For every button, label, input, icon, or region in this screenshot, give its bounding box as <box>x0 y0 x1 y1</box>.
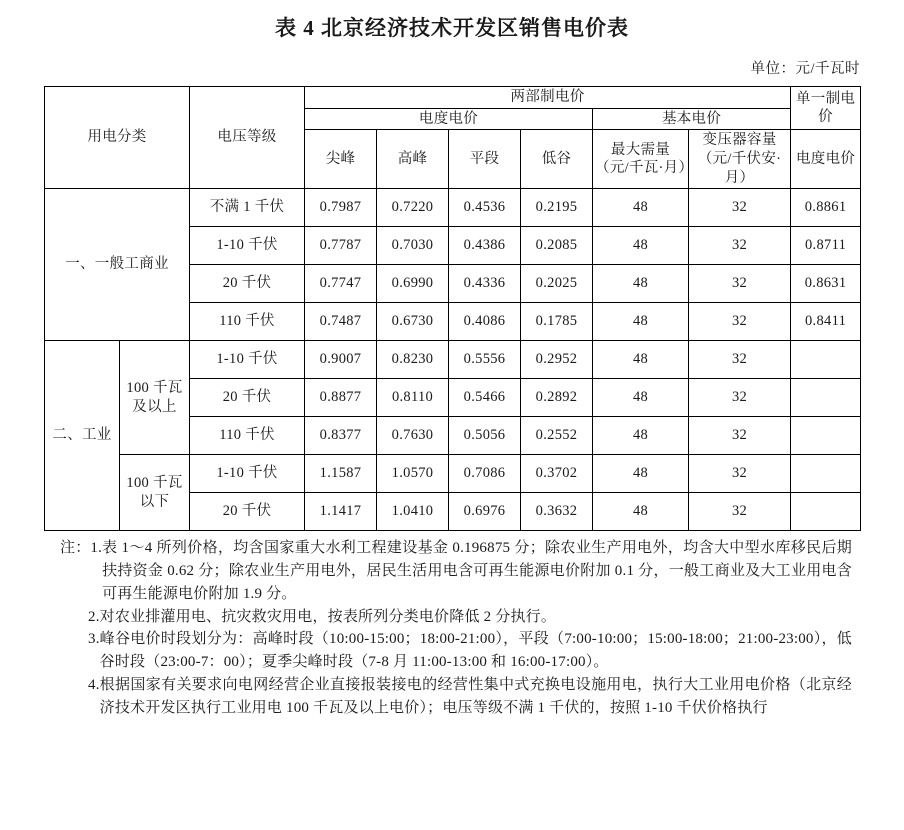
cell-sharp-peak: 0.7787 <box>305 227 377 265</box>
header-category: 用电分类 <box>45 87 190 189</box>
cell-transformer-capacity: 32 <box>689 189 791 227</box>
cell-flat: 0.4536 <box>449 189 521 227</box>
cell-transformer-capacity: 32 <box>689 265 791 303</box>
cell-peak: 0.6730 <box>377 303 449 341</box>
page-title: 表 4 北京经济技术开发区销售电价表 <box>275 16 629 40</box>
cell-max-demand: 48 <box>593 189 689 227</box>
cell-sharp-peak: 1.1587 <box>305 455 377 493</box>
cell-single-energy-price: 0.8631 <box>791 265 861 303</box>
cell-peak: 0.7630 <box>377 417 449 455</box>
cell-sharp-peak: 0.7747 <box>305 265 377 303</box>
header-max-demand: 最大需量（元/千瓦·月） <box>593 130 689 189</box>
cell-peak: 0.8110 <box>377 379 449 417</box>
cell-max-demand: 48 <box>593 303 689 341</box>
header-energy-price: 电度电价 <box>305 108 593 130</box>
header-two-part-price: 两部制电价 <box>305 87 791 109</box>
cell-valley: 0.2195 <box>521 189 593 227</box>
cell-valley: 0.2892 <box>521 379 593 417</box>
notes-section <box>52 537 852 719</box>
cell-max-demand: 48 <box>593 417 689 455</box>
header-sharp-peak: 尖峰 <box>305 130 377 189</box>
cell-flat: 0.5466 <box>449 379 521 417</box>
cell-peak: 1.0570 <box>377 455 449 493</box>
cell-single-energy-price: 0.8411 <box>791 303 861 341</box>
cell-voltage: 1-10 千伏 <box>190 227 305 265</box>
cell-single-energy-price <box>791 417 861 455</box>
cell-valley: 0.1785 <box>521 303 593 341</box>
cell-max-demand: 48 <box>593 227 689 265</box>
header-row-1 <box>45 87 861 109</box>
cell-peak: 0.7030 <box>377 227 449 265</box>
cell-peak: 0.8230 <box>377 341 449 379</box>
cell-transformer-capacity: 32 <box>689 379 791 417</box>
header-peak: 高峰 <box>377 130 449 189</box>
header-valley: 低谷 <box>521 130 593 189</box>
note-item <box>52 606 852 629</box>
price-table-container <box>44 86 860 531</box>
header-voltage-level: 电压等级 <box>190 87 305 189</box>
cell-voltage: 20 千伏 <box>190 493 305 531</box>
cell-voltage: 1-10 千伏 <box>190 455 305 493</box>
header-flat: 平段 <box>449 130 521 189</box>
note-number: 3. <box>88 631 100 648</box>
cell-voltage: 不满 1 千伏 <box>190 189 305 227</box>
cell-flat: 0.7086 <box>449 455 521 493</box>
cell-sharp-peak: 0.9007 <box>305 341 377 379</box>
note-number: 2. <box>88 608 100 625</box>
cell-subcategory: 100 千瓦以下 <box>120 455 190 531</box>
note-text: 峰谷电价时段划分为：高峰时段（10:00-15:00；18:00-21:00），平段（7:00-10:00；15:00-18:00；21:00-23:00），低谷时段（23:00-7：00）；夏季尖峰时段（7-8 月 11:00-13:00 和 16:00-17:00）。 <box>99 631 852 671</box>
cell-sharp-peak: 0.8877 <box>305 379 377 417</box>
cell-flat: 0.5056 <box>449 417 521 455</box>
table-row <box>45 189 861 227</box>
note-text: 表 1～4 所列价格，均含国家重大水利工程建设基金 0.196875 分；除农业生产用电外，均含大中型水库移民后期扶持资金 0.62 分；除农业生产用电外，居民生活用电含可再生能源电价附加 0.1 分，一般工商业及大工业用电含可再生能源电价附加 1.9 分。 <box>102 540 852 602</box>
cell-voltage: 20 千伏 <box>190 379 305 417</box>
note-text: 对农业排灌用电、抗灾救灾用电，按表所列分类电价降低 2 分执行。 <box>99 608 557 625</box>
header-single-part-price: 单一制电价 <box>791 87 861 130</box>
electricity-price-table <box>44 86 861 531</box>
note-number: 4. <box>88 676 100 693</box>
cell-flat: 0.4386 <box>449 227 521 265</box>
table-row <box>45 341 861 379</box>
cell-voltage: 1-10 千伏 <box>190 341 305 379</box>
cell-transformer-capacity: 32 <box>689 455 791 493</box>
cell-single-energy-price <box>791 379 861 417</box>
cell-max-demand: 48 <box>593 265 689 303</box>
cell-subcategory: 100 千瓦及以上 <box>120 341 190 455</box>
note-item <box>52 628 852 674</box>
cell-peak: 0.6990 <box>377 265 449 303</box>
unit-label: 单位：元/千瓦时 <box>750 61 860 78</box>
cell-flat: 0.6976 <box>449 493 521 531</box>
cell-single-energy-price: 0.8711 <box>791 227 861 265</box>
cell-peak: 0.7220 <box>377 189 449 227</box>
cell-valley: 0.2552 <box>521 417 593 455</box>
cell-valley: 0.2085 <box>521 227 593 265</box>
cell-transformer-capacity: 32 <box>689 417 791 455</box>
cell-single-energy-price <box>791 455 861 493</box>
cell-voltage: 110 千伏 <box>190 417 305 455</box>
note-number: 1. <box>90 540 103 557</box>
cell-transformer-capacity: 32 <box>689 303 791 341</box>
cell-category: 二、工业 <box>45 341 120 531</box>
header-basic-price: 基本电价 <box>593 108 791 130</box>
cell-valley: 0.2025 <box>521 265 593 303</box>
cell-transformer-capacity: 32 <box>689 341 791 379</box>
table-row <box>45 455 861 493</box>
cell-max-demand: 48 <box>593 341 689 379</box>
document-page <box>0 8 904 830</box>
cell-sharp-peak: 0.7487 <box>305 303 377 341</box>
cell-sharp-peak: 0.8377 <box>305 417 377 455</box>
cell-sharp-peak: 0.7987 <box>305 189 377 227</box>
table-body <box>45 189 861 531</box>
cell-max-demand: 48 <box>593 493 689 531</box>
table-header <box>45 87 861 189</box>
cell-single-energy-price <box>791 341 861 379</box>
cell-valley: 0.3702 <box>521 455 593 493</box>
cell-peak: 1.0410 <box>377 493 449 531</box>
cell-flat: 0.5556 <box>449 341 521 379</box>
cell-valley: 0.3632 <box>521 493 593 531</box>
cell-flat: 0.4086 <box>449 303 521 341</box>
cell-transformer-capacity: 32 <box>689 493 791 531</box>
note-item <box>52 537 852 605</box>
cell-max-demand: 48 <box>593 379 689 417</box>
cell-transformer-capacity: 32 <box>689 227 791 265</box>
header-single-energy-price: 电度电价 <box>791 130 861 189</box>
cell-voltage: 110 千伏 <box>190 303 305 341</box>
cell-flat: 0.4336 <box>449 265 521 303</box>
cell-sharp-peak: 1.1417 <box>305 493 377 531</box>
cell-single-energy-price: 0.8861 <box>791 189 861 227</box>
cell-single-energy-price <box>791 493 861 531</box>
cell-valley: 0.2952 <box>521 341 593 379</box>
header-transformer-capacity: 变压器容量（元/千伏安·月） <box>689 130 791 189</box>
cell-max-demand: 48 <box>593 455 689 493</box>
note-text: 根据国家有关要求向电网经营企业直接报装接电的经营性集中式充换电设施用电，执行大工业用电价格（北京经济技术开发区执行工业用电 100 千瓦及以上电价）；电压等级不满 1 千伏的，按照 1-10 千伏价格执行 <box>99 676 852 716</box>
note-item <box>52 674 852 720</box>
notes-label: 注： <box>60 540 91 557</box>
cell-voltage: 20 千伏 <box>190 265 305 303</box>
cell-category: 一、一般工商业 <box>45 189 190 341</box>
